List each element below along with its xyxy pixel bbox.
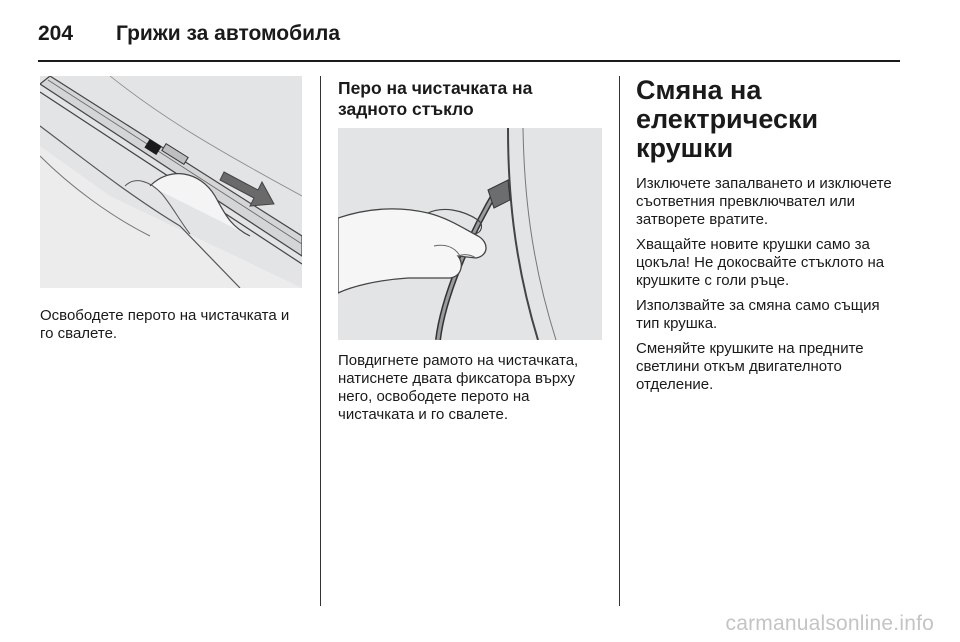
column-divider <box>320 76 321 606</box>
header-rule <box>38 60 900 62</box>
figure-caption: Освободете перото на чистачката и го свалете. <box>40 307 290 342</box>
page-number: 204 <box>38 22 74 45</box>
rear-wiper-hand-illustration <box>338 128 602 340</box>
column-2 <box>338 76 602 424</box>
column-1 <box>40 76 302 343</box>
column-3 <box>636 76 902 394</box>
figure-caption: Повдигнете рамото на чистачката, натиснете двата фиксатора върху него, освободете перото на чистачката и го свалете. <box>338 352 579 423</box>
page-header <box>38 12 900 62</box>
paragraph: Сменяйте крушките на предните светлини откъм двигателното отделение. <box>636 340 864 393</box>
paragraph: Изключете запалването и изключете съответния превключвател или затворете вратите. <box>636 175 892 228</box>
watermark: carmanualsonline.info <box>725 612 934 635</box>
paragraph: Хващайте новите крушки само за цокъла! Не докосвайте стъклото на крушките с голи ръце. <box>636 236 885 289</box>
section-heading: Перо на чистачката на задното стъкло <box>338 78 533 119</box>
paragraph: Използвайте за смяна само същия тип крушка. <box>636 297 880 332</box>
column-divider <box>619 76 620 606</box>
running-title: Грижи за автомобила <box>116 22 341 45</box>
section-heading: Смяна на електрически крушки <box>636 75 819 163</box>
wiper-blade-removal-illustration <box>40 76 302 288</box>
